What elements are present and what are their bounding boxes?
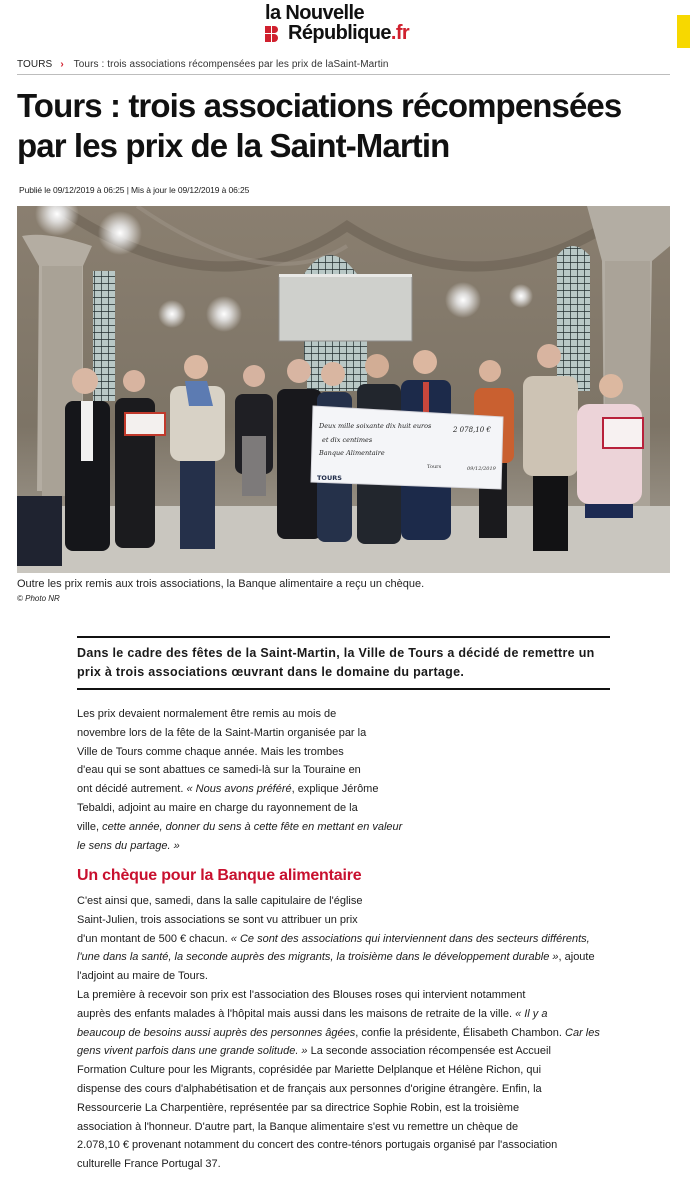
quote-run: cette année, donner du sens à cette fête en mettant en valeur bbox=[102, 820, 403, 833]
breadcrumb-divider bbox=[17, 74, 670, 75]
cheque bbox=[311, 406, 503, 489]
quote-run: « Nous avons préféré bbox=[186, 783, 292, 796]
text-run: ville, bbox=[77, 820, 103, 833]
cheque-place: Tours bbox=[427, 464, 442, 470]
photo-illustration bbox=[17, 206, 670, 573]
paragraph-line bbox=[77, 1024, 617, 1043]
text-run: La seconde association récompensée est Accueil bbox=[307, 1045, 551, 1058]
menu-tab[interactable] bbox=[677, 15, 690, 48]
paragraph-line bbox=[77, 948, 617, 967]
quote-run: « Ce sont des associations qui interviennent dans des secteurs différents, bbox=[230, 932, 590, 945]
paragraph-line bbox=[77, 1042, 617, 1061]
photo-caption: Outre les prix remis aux trois associations, la Banque alimentaire a reçu un chèque. bbox=[17, 578, 425, 590]
article-title: Tours : trois associations récompensées par les prix de la Saint-Martin bbox=[17, 87, 622, 164]
article-photo[interactable] bbox=[17, 206, 670, 573]
breadcrumb bbox=[17, 59, 389, 70]
text-run: , explique Jérôme bbox=[291, 783, 379, 796]
paragraph-line: novembre lors de la fête de la Saint-Martin organisée par la bbox=[77, 726, 367, 739]
site-logo[interactable] bbox=[264, 3, 434, 47]
paragraph-line bbox=[77, 1005, 617, 1024]
cheque-amount: 2 078,10 € bbox=[453, 426, 491, 434]
paragraph-line: culturelle France Portugal 37. bbox=[77, 1158, 221, 1171]
lead-divider-top bbox=[77, 636, 610, 638]
logo-mark-icon bbox=[265, 26, 278, 42]
cheque-amount-words-1: Deux mille soixante dix huit euros bbox=[319, 422, 432, 430]
publish-dates: Publié le 09/12/2019 à 06:25 | Mis à jour le 09/12/2019 à 06:25 bbox=[19, 185, 250, 195]
logo-text-line1: la Nouvelle bbox=[265, 2, 364, 24]
paragraph-line: Ville de Tours comme chaque année. Mais les trombes bbox=[77, 745, 344, 758]
text-run: d'un montant de 500 € chacun. bbox=[77, 932, 231, 945]
paragraph-line: Saint-Julien, trois associations se sont vu attribuer un prix bbox=[77, 913, 358, 926]
paragraph-line: La première à recevoir son prix est l'association des Blouses roses qui intervient notamment bbox=[77, 988, 526, 1001]
paragraph-line: Ressourcerie La Charpentière, représentée par sa directrice Sophie Robin, est la troisième bbox=[77, 1101, 520, 1114]
cheque-payee: Banque Alimentaire bbox=[319, 449, 385, 457]
article-paragraph-2 bbox=[77, 892, 617, 1174]
paragraph-line: Formation Culture pour les Migrants, coprésidée par Mariette Delplanque et Hélène Richon, qui bbox=[77, 1064, 542, 1077]
paragraph-line bbox=[77, 780, 407, 799]
logo-tld: .fr bbox=[390, 22, 410, 44]
breadcrumb-home-link[interactable]: TOURS bbox=[17, 59, 53, 70]
lead-divider-bottom bbox=[77, 688, 610, 690]
paragraph-line: d'eau qui se sont abattues ce samedi-là sur la Touraine en bbox=[77, 764, 361, 777]
photo-credit: © Photo NR bbox=[17, 594, 60, 603]
quote-run: « Il y a bbox=[515, 1007, 548, 1020]
paragraph-line: Tebaldi, adjoint au maire en charge du rayonnement de la bbox=[77, 801, 358, 814]
article-lead: Dans le cadre des fêtes de la Saint-Martin, la Ville de Tours a décidé de remettre un prix à trois associations œuvrant dans le domaine du partage. bbox=[77, 646, 595, 679]
cheque-date: 09/12/2019 bbox=[467, 466, 496, 472]
text-run: ont décidé autrement. bbox=[77, 783, 187, 796]
article-paragraph-1 bbox=[77, 705, 407, 855]
text-run: , confie la présidente, Élisabeth Chambon. bbox=[355, 1026, 566, 1039]
logo-name: République bbox=[288, 22, 391, 44]
paragraph-line bbox=[77, 837, 407, 856]
text-run: , ajoute bbox=[558, 951, 595, 964]
quote-run: beaucoup de besoins aussi auprès des personnes âgées bbox=[77, 1026, 356, 1039]
paragraph-line bbox=[77, 818, 407, 837]
paragraph-line: dispense des cours d'alphabétisation et de français aux personnes d'origine étrangère. Enfin, la bbox=[77, 1082, 542, 1095]
logo-text-line2 bbox=[288, 22, 409, 44]
paragraph-line: association à l'honneur. D'autre part, la Banque alimentaire s'est vu remettre un chèque de bbox=[77, 1120, 519, 1133]
quote-run: gens vivent parfois dans une grande solitude. » bbox=[77, 1045, 308, 1058]
chevron-right-icon: › bbox=[60, 59, 64, 70]
text-run: auprès des enfants malades à l'hôpital mais aussi dans les maisons de retraite de la ville. bbox=[77, 1007, 516, 1020]
site-header bbox=[0, 0, 690, 48]
article-subheading: Un chèque pour la Banque alimentaire bbox=[77, 867, 362, 884]
cheque-amount-words-2: et dix centimes bbox=[322, 436, 373, 444]
breadcrumb-current: Tours : trois associations récompensées par les prix de laSaint-Martin bbox=[73, 59, 389, 70]
paragraph-line: 2.078,10 € provenant notamment du concert des contre-ténors portugais organisé par l'association bbox=[77, 1139, 558, 1152]
paragraph-line bbox=[77, 930, 617, 949]
quote-run: le sens du partage. » bbox=[77, 839, 180, 852]
paragraph-line: l'adjoint au maire de Tours. bbox=[77, 970, 208, 983]
paragraph-line: Les prix devaient normalement être remis au mois de bbox=[77, 708, 337, 720]
quote-run: l'une dans la santé, la seconde auprès des migrants, la troisième dans le développement durable » bbox=[77, 951, 559, 964]
paragraph-line: C'est ainsi que, samedi, dans la salle capitulaire de l'église bbox=[77, 895, 363, 907]
quote-run: Car les bbox=[565, 1026, 600, 1039]
cheque-brand: TOURS bbox=[317, 474, 342, 482]
